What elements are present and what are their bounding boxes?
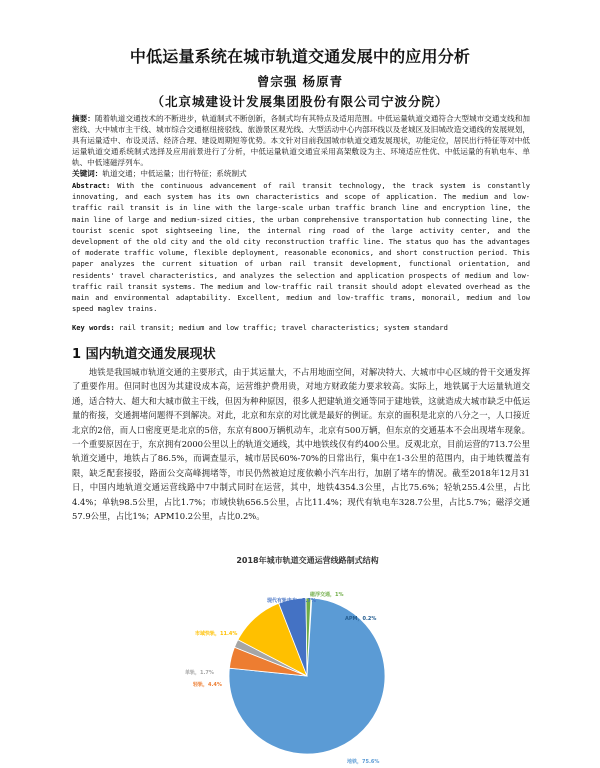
paper-title: 中低运量系统在城市轨道交通发展中的应用分析 <box>129 47 471 66</box>
abstract-cn-text: 随着轨道交通技术的不断进步，轨道制式不断创新，各制式均有其特点及适用范围。中低运量轨道交通符合大型城市交通支线和加密线、大中城市主干线、城市综合交通枢纽接驳线、旅游景区观光线、大型活动中心内部环线以及老城区及旧城改造交通线的发展规划，具有运量适中、布设灵活、经济合理、建设周期短等优势。本文针对目前我国城市轨道交通发展现状，功能定位，居民出行特征等对中低运量轨道交通系统制式选择及应用前景进行了分析，中低运量轨道交通宜采用高架敷设为主、环境适应性优、中低运量的有轨电车、单轨、中低速磁浮列车。 <box>72 114 530 167</box>
pie-label-3: 市域快轨，11.4% <box>195 631 238 637</box>
pie-chart <box>175 555 440 765</box>
keywords-en <box>72 322 530 333</box>
pie-label-2: 单轨，1.7% <box>185 670 214 676</box>
keywords-en-label: Key words: <box>72 323 115 332</box>
abstract-en-text: With the continuous advancement of rail transit technology, the track system is constantly innovating, and each system has its own characteristics and scope of application. The medium and low-traffic rail transit is in line with the large-scale urban traffic branch line and encryption line, the main line of large and medium-sized cities, the urban comprehensive transportation hub connecting line, the tourist scenic spot sightseeing line, the internal ring road of the large activity center, and the development of the old city and the old city reconstruction traffic line. The status quo has the advantages of moderate traffic volume, flexible deployment, reasonable economics, and short construction period. This paper analyzes the current situation of urban rail transit development, functional orientation, and residents' travel characteristics, and analyzes the selection and application prospects of medium and low-traffic rail transit systems. The medium and low-traffic rail transit should adopt elevated overhead as the main and environmental adaptability. Excellent, medium and low-traffic trams, monorail, medium and low speed maglev trains. <box>72 181 530 314</box>
pie-label-0: 地铁，75.6% <box>347 759 380 765</box>
section-paragraph: 地铁是我国城市轨道交通的主要形式，由于其运量大，不占用地面空间，对解决特大、大城市中心区域的骨干交通发挥了重要作用。但同时也因为其建设成本高，运营维护费用贵，对地方财政能力要求较高。实际上，地铁属于大运量轨道交通，适合特大、超大和大城市做主干线，但因为种种原因，很多人把建轨道交通等同于建地铁，这就造成大城市缺乏中低运量的衔接，交通拥堵问题得不到解决。对此，北京和东京的对比就是最好的例证。东京的面积是北京的八分之一，人口接近北京的2倍，而人口密度更是北京的5倍，东京有800万辆机动车，北京有500万辆，但东京的交通基本不会出现堵车现象。一个重要原因在于，东京拥有2000公里以上的轨道交通线，其中地铁线仅有约400公里。反观北京，目前运营的713.7公里轨道交通中，地铁占了86.5%，而调查显示，城市居民60%-70%的日常出行，集中在1-3公里的范围内，由于地铁覆盖有限，缺乏配套接驳，路面公交高峰拥堵等，市民仍然被迫过度依赖小汽车出行，加剧了堵车的情况。截至2018年12月31日，中国内地轨道交通运营线路中7中制式同时在运营，其中，地铁4354.3公里，占比75.6%；轻轨255.4公里，占比4.4%；单轨98.5公里，占比1.7%；市域快轨656.5公里，占比11.4%；现代有轨电车328.7公里，占比5.7%；磁浮交通57.9公里，占比1%；APM10.2公里，占比0.2%。 <box>72 367 530 522</box>
abstract-cn <box>72 113 530 179</box>
pie-svg <box>175 555 440 765</box>
abstract-en-label: Abstract: <box>72 181 111 190</box>
abstract-cn-label: 摘要： <box>72 114 95 123</box>
authors: 曾宗强 杨原青 <box>256 74 344 89</box>
affiliation: （北京城建设计发展集团股份有限公司宁波分院） <box>151 94 449 109</box>
pie-label-6: APM，0.2% <box>345 616 377 622</box>
abstract-en <box>72 180 530 314</box>
pie-label-1: 轻轨，4.4% <box>193 682 222 688</box>
chart-title: 2018年城市轨道交通运营线路制式结构 <box>236 556 379 565</box>
keywords-en-text: rail transit; medium and low traffic; travel characteristics; system standard <box>114 323 448 332</box>
pie-label-5: 磁浮交通，1% <box>310 592 344 598</box>
keywords-cn-label: 关键词： <box>72 169 103 178</box>
pie-label-4: 现代有轨电车，5.7% <box>267 598 316 604</box>
keywords-cn-text: 轨道交通；中低运量；出行特征；系统制式 <box>102 169 247 178</box>
section-heading: 1 国内轨道交通发展现状 <box>72 347 216 362</box>
